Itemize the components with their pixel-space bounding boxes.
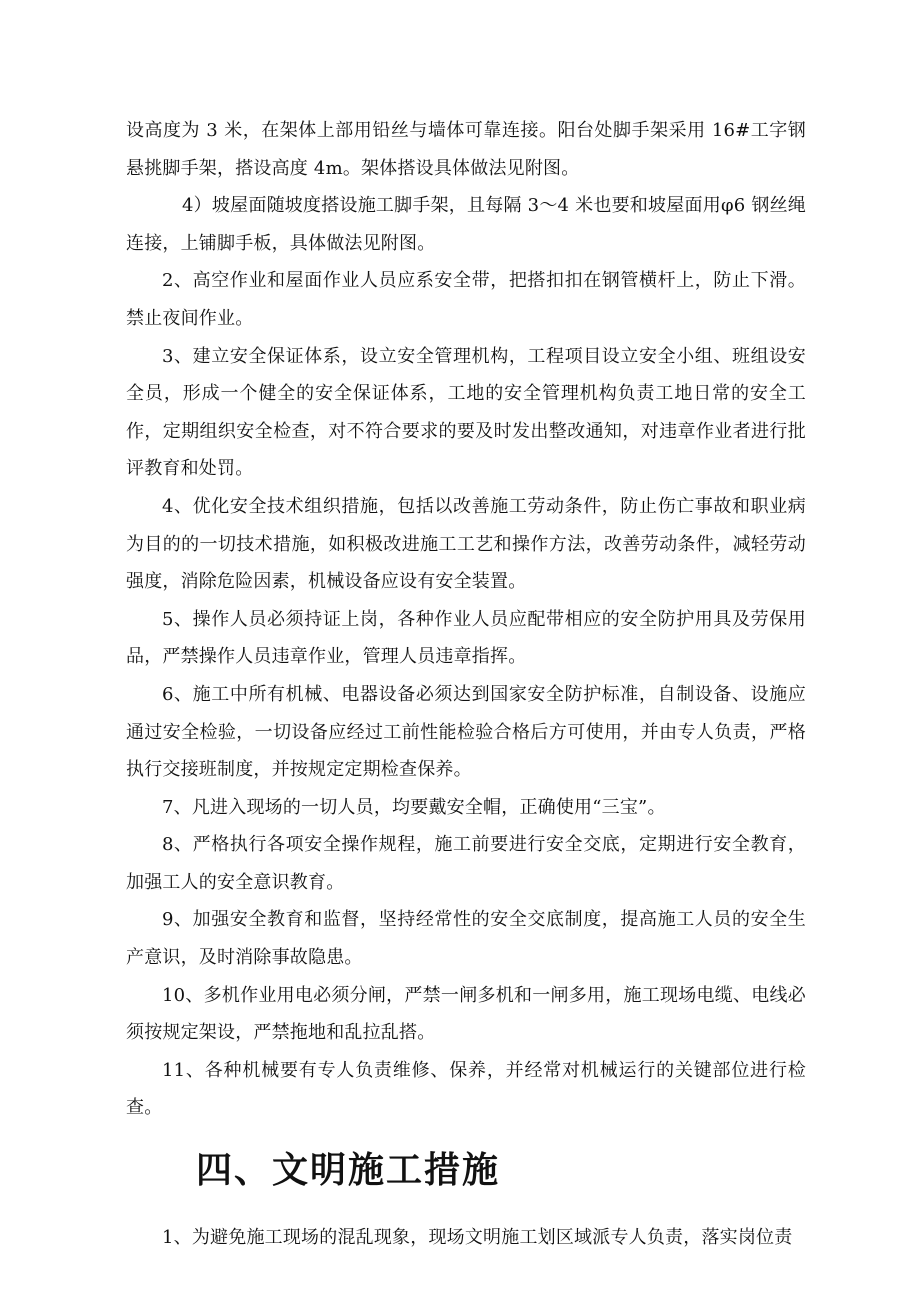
- document-body: [126, 112, 806, 1257]
- paragraph-item-7: 7、凡进入现场的一切人员，均要戴安全帽，正确使用“三宝”。: [162, 796, 666, 818]
- section-heading: 四、文明施工措施: [196, 1150, 501, 1192]
- paragraph-item-10: 10、多机作业用电必须分闸，严禁一闸多机和一闸多用，施工现场电缆、电线必须按规定架设，严禁拖地和乱拉乱搭。: [126, 984, 806, 1044]
- paragraph-scaffold-height: 设高度为 3 米，在架体上部用铅丝与墙体可靠连接。阳台处脚手架采用 16#工字钢悬挑脚手架，搭设高度 4m。架体搭设具体做法见附图。: [126, 120, 806, 179]
- paragraph-item-3: 3、建立安全保证体系，设立安全管理机构，工程项目设立安全小组、班组设安全员，形成一个健全的安全保证体系，工地的安全管理机构负责工地日常的安全工作，定期组织安全检查，对不符合要求的要及时发出整改通知，对违章作业者进行批评教育和处罚。: [126, 345, 806, 480]
- paragraph-item-9: 9、加强安全教育和监督，坚持经常性的安全交底制度，提高施工人员的安全生产意识，及时消除事故隐患。: [126, 909, 806, 969]
- paragraph-civilized-item-1: 1、为避免施工现场的混乱现象，现场文明施工划区域派专人负责，落实岗位责: [162, 1227, 793, 1249]
- paragraph-item-2: 2、高空作业和屋面作业人员应系安全带，把搭扣扣在钢管横杆上，防止下滑。禁止夜间作业。: [126, 270, 806, 329]
- paragraph-slope-roof-scaffold: 4）坡屋面随坡度搭设施工脚手架，且每隔 3～4 米也要和坡屋面用φ6 钢丝绳连接，上铺脚手板，具体做法见附图。: [126, 195, 806, 254]
- paragraph-item-8: 8、严格执行各项安全操作规程，施工前要进行安全交底，定期进行安全教育，加强工人的安全意识教育。: [126, 834, 806, 893]
- paragraph-item-5: 5、操作人员必须持证上岗，各种作业人员应配带相应的安全防护用具及劳保用品，严禁操作人员违章作业，管理人员违章指挥。: [126, 608, 806, 668]
- paragraph-item-6: 6、施工中所有机械、电器设备必须达到国家安全防护标准，自制设备、设施应通过安全检验，一切设备应经过工前性能检验合格后方可使用，并由专人负责，严格执行交接班制度，并按规定定期检查保养。: [126, 683, 806, 781]
- paragraph-item-4: 4、优化安全技术组织措施，包括以改善施工劳动条件，防止伤亡事故和职业病为目的的一切技术措施，如积极改进施工工艺和操作方法，改善劳动条件，减轻劳动强度，消除危险因素，机械设备应设有安全装置。: [126, 495, 806, 593]
- paragraph-item-11: 11、各种机械要有专人负责维修、保养，并经常对机械运行的关键部位进行检查。: [126, 1059, 806, 1119]
